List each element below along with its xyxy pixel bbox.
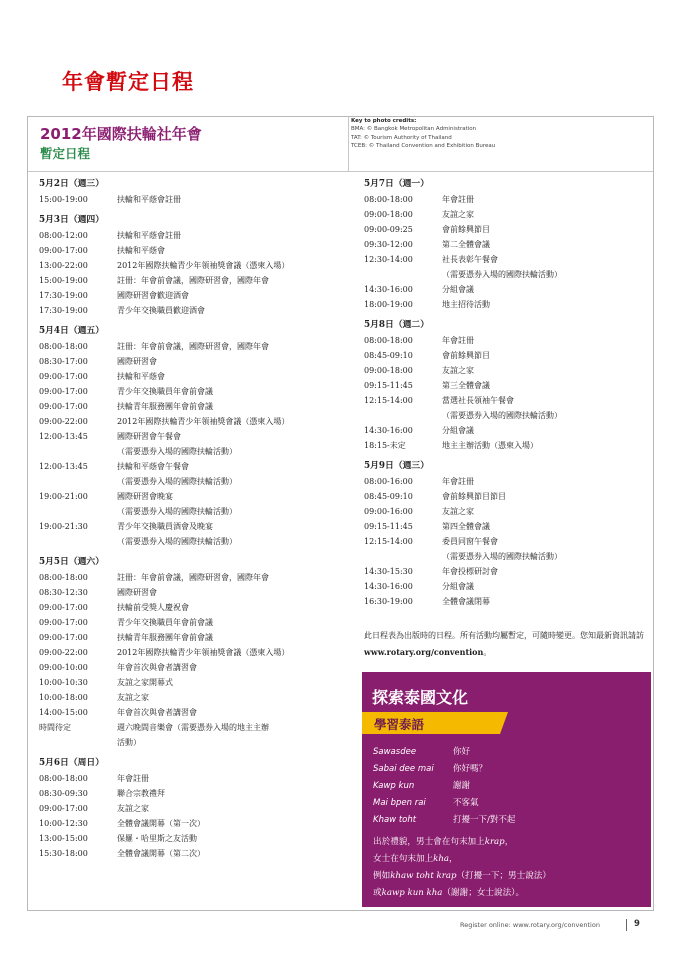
event-time: 09:15-11:45 [364, 522, 413, 531]
schedule-row [39, 414, 339, 429]
thai-phrase-meaning: 你好嗎？ [453, 764, 488, 774]
event-time: 19:00-21:00 [39, 492, 88, 501]
event-time: 10:00-18:00 [39, 693, 88, 702]
event-name: 國際研習會晚宴 [117, 492, 173, 501]
schedule-subtitle: 暫定日程 [40, 146, 91, 161]
event-time: 08:00-18:00 [364, 195, 413, 204]
thai-culture-title: 探索泰國文化 [372, 688, 469, 707]
schedule-row [364, 297, 649, 312]
event-name: 青少年交換職員歡迎酒會 [117, 306, 205, 315]
event-name: 地主招待活動 [442, 300, 490, 309]
para-text: ， [504, 837, 514, 847]
event-name: 扶輪青年服務團年會前會議 [117, 402, 213, 411]
thai-phrase-meaning: 不客氣 [453, 798, 479, 808]
schedule-row [39, 369, 339, 384]
schedule-column-right [364, 177, 649, 609]
event-time: 15:30-18:00 [39, 849, 88, 858]
event-name: 友誼之家 [117, 804, 149, 813]
event-time [39, 534, 117, 549]
schedule-row [364, 594, 649, 609]
schedule-row [364, 222, 649, 237]
schedule-row [39, 444, 339, 459]
event-time: 14:30-15:30 [364, 567, 413, 576]
schedule-row [364, 549, 649, 564]
event-name: 2012年國際扶輪青少年領袖獎會議（憑柬入場） [117, 648, 290, 657]
para-thai-word: kawp kun kha [381, 888, 443, 898]
schedule-row [39, 243, 339, 258]
thai-phrase: Sabai dee mai [373, 764, 434, 774]
event-time: 09:00-18:00 [364, 210, 413, 219]
event-name: 年會註冊 [117, 774, 149, 783]
schedule-note [364, 628, 646, 661]
learn-thai-label: 學習泰語 [374, 717, 425, 732]
event-time: 12:00-13:45 [39, 462, 88, 471]
schedule-row [39, 675, 339, 690]
schedule-row [39, 771, 339, 786]
event-time: 14:30-16:00 [364, 582, 413, 591]
thai-phrase: Khaw toht [373, 815, 417, 825]
schedule-row [364, 267, 649, 282]
event-name: 聯合宗教禮拜 [117, 789, 165, 798]
event-name: 扶輪和平蔭會註冊 [117, 231, 181, 240]
schedule-row [39, 720, 339, 735]
schedule-row [39, 570, 339, 585]
thai-phrase-row [373, 761, 643, 778]
event-name: 全體會議閉幕 [442, 597, 490, 606]
day-heading: 5月5日（週六） [39, 557, 105, 567]
event-time: 14:30-16:00 [364, 285, 413, 294]
event-name: 當選社長領袖午餐會 [442, 396, 514, 405]
event-time: 08:45-09:10 [364, 492, 413, 501]
event-name: 國際研習會 [117, 588, 157, 597]
schedule-row [39, 735, 339, 750]
schedule-row [39, 630, 339, 645]
event-name: 週六晚間音樂會（需要憑券入場的地主主辦 [117, 723, 269, 732]
thai-phrase-row [373, 778, 643, 795]
schedule-row [364, 237, 649, 252]
day-heading: 5月6日（周日） [39, 758, 105, 768]
event-time: 時間待定 [39, 723, 71, 732]
schedule-row [364, 474, 649, 489]
schedule-row [39, 303, 339, 318]
day-heading: 5月2日（週三） [39, 179, 105, 189]
event-time: 14:00-15:00 [39, 708, 88, 717]
event-name: 分組會議 [442, 285, 474, 294]
schedule-row [39, 786, 339, 801]
event-time: 09:00-17:00 [39, 372, 88, 381]
event-name: 友誼之家 [117, 693, 149, 702]
schedule-row [364, 192, 649, 207]
event-time: 09:00-17:00 [39, 603, 88, 612]
event-name: 扶輪和平蔭會午餐會 [117, 462, 189, 471]
schedule-row [39, 474, 339, 489]
event-name: （需要憑券入場的國際扶輪活動） [117, 507, 237, 516]
event-name: （需要憑券入場的國際扶輪活動） [442, 552, 562, 561]
event-name: 友誼之家開幕式 [117, 678, 173, 687]
para-text: （謝謝；女士說法）。 [442, 888, 525, 898]
event-name: 扶輪前受獎人慶祝會 [117, 603, 189, 612]
footer-separator [626, 919, 627, 931]
day-heading: 5月4日（週五） [39, 326, 105, 336]
schedule-row [364, 333, 649, 348]
schedule-row [364, 489, 649, 504]
event-name: （需要憑券入場的國際扶輪活動） [117, 477, 237, 486]
event-name: 國際研習會午餐會 [117, 432, 181, 441]
event-name: 友誼之家 [442, 507, 474, 516]
header-rule [28, 171, 653, 172]
event-name: 社長表彰午餐會 [442, 255, 498, 264]
event-time [39, 504, 117, 519]
thai-politeness-paragraph [373, 834, 645, 902]
para-text: 或 [373, 888, 382, 898]
photo-credit-line: BMA: © Bangkok Metropolitan Administration [351, 126, 477, 133]
header-divider [348, 117, 349, 171]
schedule-row [39, 504, 339, 519]
event-time: 09:00-17:00 [39, 246, 88, 255]
event-time: 08:00-18:00 [39, 342, 88, 351]
schedule-row [39, 273, 339, 288]
event-time: 08:30-12:30 [39, 588, 88, 597]
event-name: 年會首次與會者講習會 [117, 708, 197, 717]
event-name: 友誼之家 [442, 210, 474, 219]
event-time: 15:00-19:00 [39, 276, 88, 285]
schedule-row [39, 489, 339, 504]
para-text: ， [449, 854, 458, 864]
day-heading: 5月9日（週三） [364, 461, 430, 471]
event-name: 青少年交換職員酒會及晚宴 [117, 522, 213, 531]
schedule-row [39, 846, 339, 861]
event-name: 青少年交換職員年會前會議 [117, 387, 213, 396]
schedule-row [364, 348, 649, 363]
schedule-row [39, 645, 339, 660]
schedule-row [39, 660, 339, 675]
event-name: 年會首次與會者講習會 [117, 663, 197, 672]
event-time [39, 474, 117, 489]
schedule-row [39, 705, 339, 720]
event-time: 10:00-10:30 [39, 678, 88, 687]
schedule-row [364, 534, 649, 549]
schedule-row [364, 282, 649, 297]
event-time: 09:00-17:00 [39, 633, 88, 642]
schedule-row [39, 519, 339, 534]
event-time [364, 549, 442, 564]
schedule-row [39, 354, 339, 369]
event-name: 委員同窗午餐會 [442, 537, 498, 546]
schedule-row [39, 429, 339, 444]
footer-register-link[interactable]: Register online: www.rotary.org/convention [460, 921, 600, 929]
schedule-row [39, 288, 339, 303]
event-time: 16:30-19:00 [364, 597, 413, 606]
event-name: 第二全體會議 [442, 240, 490, 249]
event-name: 會前餘興節目 [442, 351, 490, 360]
event-time: 09:00-17:00 [39, 402, 88, 411]
event-name: 2012年國際扶輪青少年領袖獎會議（憑柬入場） [117, 417, 290, 426]
day-heading: 5月3日（週四） [39, 215, 105, 225]
thai-phrase-row [373, 744, 643, 761]
event-time: 09:30-12:00 [364, 240, 413, 249]
event-name: 扶輪青年服務團年會前會議 [117, 633, 213, 642]
day-heading: 5月7日（週一） [364, 179, 430, 189]
event-name: 扶輪和平蔭會 [117, 246, 165, 255]
schedule-row [39, 831, 339, 846]
schedule-row [39, 585, 339, 600]
page-number: 9 [634, 919, 640, 929]
thai-phrase-meaning: 打擾一下/對不起 [453, 815, 516, 825]
event-time: 19:00-21:30 [39, 522, 88, 531]
schedule-row [39, 600, 339, 615]
para-text: 女士在句末加上 [373, 854, 434, 864]
event-time: 08:00-16:00 [364, 477, 413, 486]
day-heading: 5月8日（週二） [364, 320, 430, 330]
event-time: 08:00-18:00 [39, 573, 88, 582]
event-name: 扶輪和平蔭會註冊 [117, 195, 181, 204]
event-time: 12:15-14:00 [364, 537, 413, 546]
photo-credit-line: TAT: © Tourism Authority of Thailand [351, 134, 452, 141]
event-time [364, 267, 442, 282]
event-time [39, 444, 117, 459]
schedule-row [39, 192, 339, 207]
event-name: 國際研習會歡迎酒會 [117, 291, 189, 300]
event-time [364, 408, 442, 423]
page-heading: 年會暫定日程 [62, 69, 194, 94]
event-time: 13:00-22:00 [39, 261, 88, 270]
schedule-row [364, 564, 649, 579]
schedule-row [39, 228, 339, 243]
event-name: 地主主辦活動（憑柬入場） [442, 441, 538, 450]
schedule-row [39, 384, 339, 399]
thai-phrase-row [373, 812, 643, 829]
schedule-row [39, 399, 339, 414]
event-time: 09:00-18:00 [364, 366, 413, 375]
thai-phrase: Mai bpen rai [373, 798, 426, 808]
schedule-row [39, 801, 339, 816]
event-time: 09:15-11:45 [364, 381, 413, 390]
event-time: 18:00-19:00 [364, 300, 413, 309]
event-name: 保羅・哈里斯之友活動 [117, 834, 197, 843]
event-name: 青少年交換職員年會前會議 [117, 618, 213, 627]
event-time: 08:00-18:00 [364, 336, 413, 345]
event-time: 08:30-09:30 [39, 789, 88, 798]
event-name: 第三全體會議 [442, 381, 490, 390]
schedule-row [364, 207, 649, 222]
event-time [39, 735, 117, 750]
event-name: 會前餘興節目節目 [442, 492, 506, 501]
schedule-row [364, 393, 649, 408]
schedule-row [364, 519, 649, 534]
schedule-row [364, 504, 649, 519]
note-end: 。 [483, 648, 492, 657]
event-time: 12:15-14:00 [364, 396, 413, 405]
event-name: 註冊：年會前會議，國際研習會，國際年會 [117, 276, 269, 285]
event-name: （需要憑券入場的國際扶輪活動） [442, 411, 562, 420]
event-time: 09:00-17:00 [39, 387, 88, 396]
event-time: 09:00-22:00 [39, 417, 88, 426]
photo-credits [351, 117, 651, 150]
para-thai-word: kha [433, 854, 450, 864]
schedule-row [364, 408, 649, 423]
schedule-row [364, 423, 649, 438]
event-name: （需要憑券入場的國際扶輪活動） [117, 447, 237, 456]
para-thai-word: krap [484, 837, 505, 847]
thai-phrase: Kawp kun [373, 781, 415, 791]
event-name: 註冊：年會前會議，國際研習會，國際年會 [117, 573, 269, 582]
schedule-row [364, 363, 649, 378]
schedule-row [39, 816, 339, 831]
schedule-row [364, 378, 649, 393]
photo-credit-line: TCEB: © Thailand Convention and Exhibition Bureau [351, 142, 496, 149]
para-thai-word: khaw toht krap [390, 871, 457, 881]
event-time: 09:00-16:00 [364, 507, 413, 516]
event-name: 年會註冊 [442, 477, 474, 486]
event-name: 活動） [117, 738, 141, 747]
event-name: 扶輪和平蔭會 [117, 372, 165, 381]
event-time: 17:30-19:00 [39, 306, 88, 315]
event-name: 註冊：年會前會議，國際研習會，國際年會 [117, 342, 269, 351]
event-time: 12:30-14:00 [364, 255, 413, 264]
thai-phrase-meaning: 你好 [453, 747, 471, 757]
event-time: 15:00-19:00 [39, 195, 88, 204]
event-name: 分組會議 [442, 582, 474, 591]
schedule-row [364, 438, 649, 453]
schedule-row [39, 459, 339, 474]
event-time: 12:00-13:45 [39, 432, 88, 441]
schedule-row [364, 579, 649, 594]
event-time: 13:00-15:00 [39, 834, 88, 843]
event-time: 09:00-17:00 [39, 804, 88, 813]
event-time: 09:00-10:00 [39, 663, 88, 672]
event-name: 全體會議開幕（第二次） [117, 849, 205, 858]
event-time: 08:45-09:10 [364, 351, 413, 360]
para-text: （打擾一下；男士說法） [456, 871, 551, 881]
event-name: 全體會議開幕（第一次） [117, 819, 205, 828]
event-time: 09:00-17:00 [39, 618, 88, 627]
schedule-row [39, 615, 339, 630]
event-time: 17:30-19:00 [39, 291, 88, 300]
thai-phrase-list [373, 744, 643, 829]
event-name: 友誼之家 [442, 366, 474, 375]
schedule-row [39, 690, 339, 705]
event-time: 08:00-18:00 [39, 774, 88, 783]
event-time: 10:00-12:30 [39, 819, 88, 828]
event-name: 分組會議 [442, 426, 474, 435]
event-name: 會前餘興節目 [442, 225, 490, 234]
event-time: 08:00-12:00 [39, 231, 88, 240]
note-text: 此日程表為出版時的日程。所有活動均屬暫定，可隨時變更。您知最新資訊請訪 [364, 631, 644, 640]
schedule-title: 2012年國際扶輪社年會 [40, 125, 202, 143]
schedule-row [364, 252, 649, 267]
para-text: 例如 [373, 871, 391, 881]
schedule-row [39, 534, 339, 549]
thai-phrase: Sawasdee [373, 747, 417, 757]
event-time: 09:00-09:25 [364, 225, 413, 234]
event-time: 09:00-22:00 [39, 648, 88, 657]
photo-credits-title: Key to photo credits: [351, 118, 417, 124]
event-name: 2012年國際扶輪青少年領袖獎會議（憑柬入場） [117, 261, 290, 270]
schedule-row [39, 339, 339, 354]
event-name: 國際研習會 [117, 357, 157, 366]
event-name: 年會註冊 [442, 336, 474, 345]
event-name: 年會投標研討會 [442, 567, 498, 576]
thai-phrase-meaning: 謝謝 [453, 781, 471, 791]
event-name: （需要憑券入場的國際扶輪活動） [117, 537, 237, 546]
para-text: 出於禮貌，男士會在句末加上 [373, 837, 485, 847]
event-time: 08:30-17:00 [39, 357, 88, 366]
event-name: 第四全體會議 [442, 522, 490, 531]
convention-link[interactable]: www.rotary.org/convention [364, 647, 484, 657]
thai-phrase-row [373, 795, 643, 812]
event-time: 18:15-未定 [364, 441, 406, 450]
event-name: 年會註冊 [442, 195, 474, 204]
schedule-column-left [39, 177, 339, 861]
schedule-row [39, 258, 339, 273]
event-name: （需要憑券入場的國際扶輪活動） [442, 270, 562, 279]
event-time: 14:30-16:00 [364, 426, 413, 435]
